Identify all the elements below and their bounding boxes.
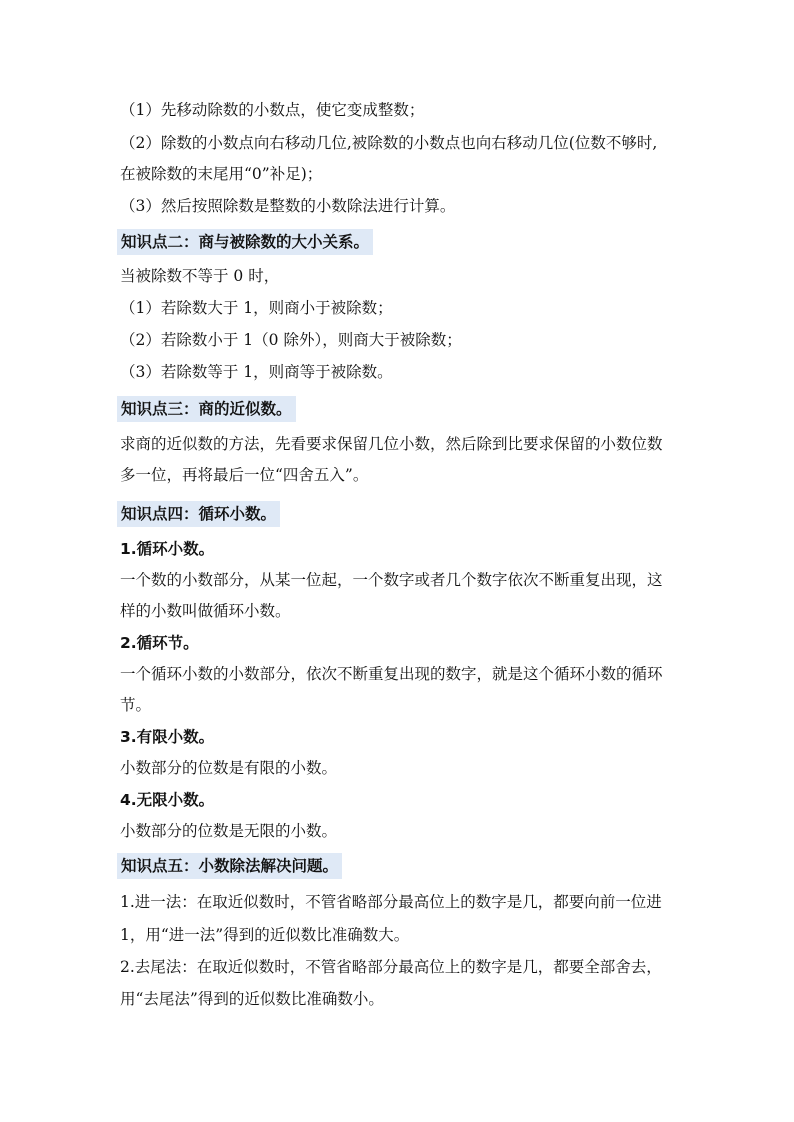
text-line: 小数部分的位数是无限的小数。 <box>120 822 338 840</box>
step-line: （1）先移动除数的小数点，使它变成整数； <box>120 101 425 119</box>
subsection-title: 4.无限小数。 <box>120 791 215 809</box>
text-line: 多一位，再将最后一位“四舍五入”。 <box>120 466 369 484</box>
step-line: （3）然后按照除数是整数的小数除法进行计算。 <box>120 197 456 215</box>
section-heading-4: 知识点四：循环小数。 <box>117 501 280 527</box>
subsection-title: 3.有限小数。 <box>120 728 215 746</box>
text-line: 节。 <box>120 696 152 714</box>
text-line: 小数部分的位数是有限的小数。 <box>120 759 338 777</box>
section-heading-5: 知识点五：小数除法解决问题。 <box>117 853 342 879</box>
text-line: （3）若除数等于 1，则商等于被除数。 <box>120 363 393 381</box>
section-heading-3: 知识点三：商的近似数。 <box>117 396 296 422</box>
text-line: 一个数的小数部分，从某一位起，一个数字或者几个数字依次不断重复出现，这 <box>120 571 663 589</box>
text-line: （1）若除数大于 1，则商小于被除数； <box>120 299 393 317</box>
text-line: 当被除数不等于 0 时， <box>120 267 280 285</box>
subsection-title: 2.循环节。 <box>120 634 199 652</box>
text-line: 2.去尾法：在取近似数时，不管省略部分最高位上的数字是几，都要全部舍去， <box>120 958 662 976</box>
text-line: 1.进一法：在取近似数时，不管省略部分最高位上的数字是几，都要向前一位进 <box>120 893 662 911</box>
text-line: 一个循环小数的小数部分，依次不断重复出现的数字，就是这个循环小数的循环 <box>120 665 663 683</box>
step-line: （2）除数的小数点向右移动几位,被除数的小数点也向右移动几位(位数不够时, <box>120 134 658 152</box>
text-line: 用“去尾法”得到的近似数比准确数小。 <box>120 990 384 1008</box>
text-line: 求商的近似数的方法，先看要求保留几位小数，然后除到比要求保留的小数位数 <box>120 435 663 453</box>
section-heading-2: 知识点二：商与被除数的大小关系。 <box>117 229 373 255</box>
text-line: （2）若除数小于 1（0 除外），则商大于被除数； <box>120 331 462 349</box>
subsection-title: 1.循环小数。 <box>120 540 215 558</box>
step-line: 在被除数的末尾用“0”补足)； <box>120 165 323 183</box>
text-line: 1，用“进一法”得到的近似数比准确数大。 <box>120 926 410 944</box>
text-line: 样的小数叫做循环小数。 <box>120 602 291 620</box>
